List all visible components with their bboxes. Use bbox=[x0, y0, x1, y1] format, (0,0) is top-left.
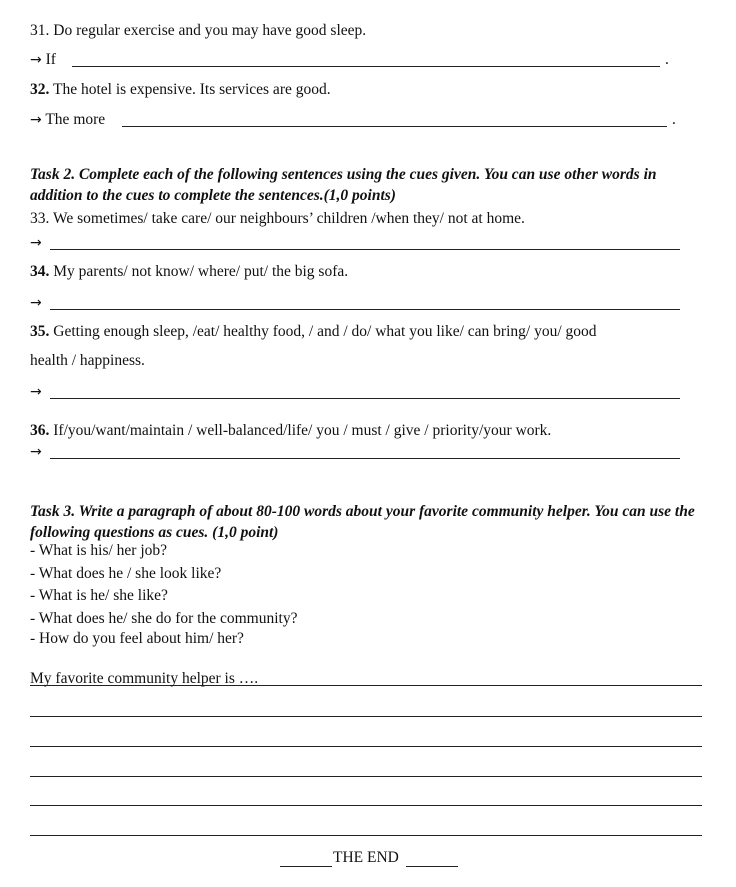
answer-36-line[interactable] bbox=[50, 458, 680, 459]
writing-line[interactable] bbox=[30, 805, 702, 806]
the-end-right-rule bbox=[406, 866, 458, 867]
answer-34-arrow bbox=[30, 294, 42, 312]
cue-3: - What is he/ she like? bbox=[30, 587, 168, 604]
answer-33-arrow bbox=[30, 234, 42, 252]
question-32-number: 32. bbox=[30, 81, 50, 98]
answer-32-line[interactable] bbox=[122, 126, 667, 127]
writing-line[interactable] bbox=[30, 685, 702, 686]
writing-line[interactable] bbox=[30, 746, 702, 747]
question-35-number: 35. bbox=[30, 323, 50, 340]
answer-32-lead bbox=[30, 111, 105, 129]
task-3-title: Task 3. Write a paragraph of about 80-100 words about your favorite community helper. You can use the following questions as cues. (1,0 point) bbox=[30, 503, 695, 541]
question-35 bbox=[30, 323, 597, 341]
answer-35-line[interactable] bbox=[50, 398, 680, 399]
answer-31-lead-text: If bbox=[45, 51, 56, 68]
cue-2: - What does he / she look like? bbox=[30, 565, 222, 582]
answer-34-line[interactable] bbox=[50, 309, 680, 310]
question-34 bbox=[30, 263, 348, 281]
arrow-icon: → bbox=[30, 235, 42, 251]
answer-32-end: . bbox=[672, 111, 676, 128]
arrow-icon: → bbox=[30, 52, 42, 68]
answer-31-end: . bbox=[665, 51, 669, 68]
the-end-left-rule bbox=[280, 866, 332, 867]
arrow-icon: → bbox=[30, 444, 42, 460]
arrow-icon: → bbox=[30, 295, 42, 311]
question-33 bbox=[30, 210, 525, 228]
question-36-number: 36. bbox=[30, 422, 50, 439]
arrow-icon: → bbox=[30, 384, 42, 400]
cue-5: - How do you feel about him/ her? bbox=[30, 630, 244, 647]
answer-32-lead-text: The more bbox=[45, 111, 106, 128]
question-36-prompt: If/you/want/maintain / well-balanced/life/ you / must / give / priority/your work. bbox=[53, 422, 552, 439]
question-35-prompt-line1: Getting enough sleep, /eat/ healthy food, / and / do/ what you like/ can bring/ you/ good bbox=[53, 323, 597, 340]
question-32 bbox=[30, 81, 331, 99]
question-31 bbox=[30, 22, 366, 40]
question-32-prompt: The hotel is expensive. Its services are good. bbox=[52, 81, 331, 98]
task-2-title: Task 2. Complete each of the following sentences using the cues given. You can use other words in addition to the cues to complete the sentences.(1,0 points) bbox=[30, 166, 657, 204]
answer-36-arrow bbox=[30, 443, 42, 461]
writing-line[interactable] bbox=[30, 835, 702, 836]
arrow-icon: → bbox=[30, 112, 42, 128]
paragraph-starter: My favorite community helper is …. bbox=[30, 670, 259, 687]
cue-1: - What is his/ her job? bbox=[30, 542, 168, 559]
cue-4: - What does he/ she do for the community? bbox=[30, 610, 298, 627]
question-35-prompt-line2: health / happiness. bbox=[30, 352, 145, 369]
writing-line[interactable] bbox=[30, 716, 702, 717]
question-34-prompt: My parents/ not know/ where/ put/ the big sofa. bbox=[53, 263, 349, 280]
answer-31-lead bbox=[30, 51, 56, 69]
question-34-number: 34. bbox=[30, 263, 50, 280]
question-36 bbox=[30, 422, 551, 440]
question-33-number: 33. bbox=[30, 210, 50, 227]
the-end-text: THE END bbox=[333, 849, 399, 866]
answer-31-line[interactable] bbox=[72, 66, 660, 67]
writing-line[interactable] bbox=[30, 776, 702, 777]
question-31-number: 31. bbox=[30, 22, 50, 39]
answer-35-arrow bbox=[30, 383, 42, 401]
question-33-prompt: We sometimes/ take care/ our neighbours’ children /when they/ not at home. bbox=[52, 210, 525, 227]
question-31-prompt: Do regular exercise and you may have good sleep. bbox=[53, 22, 367, 39]
answer-33-line[interactable] bbox=[50, 249, 680, 250]
